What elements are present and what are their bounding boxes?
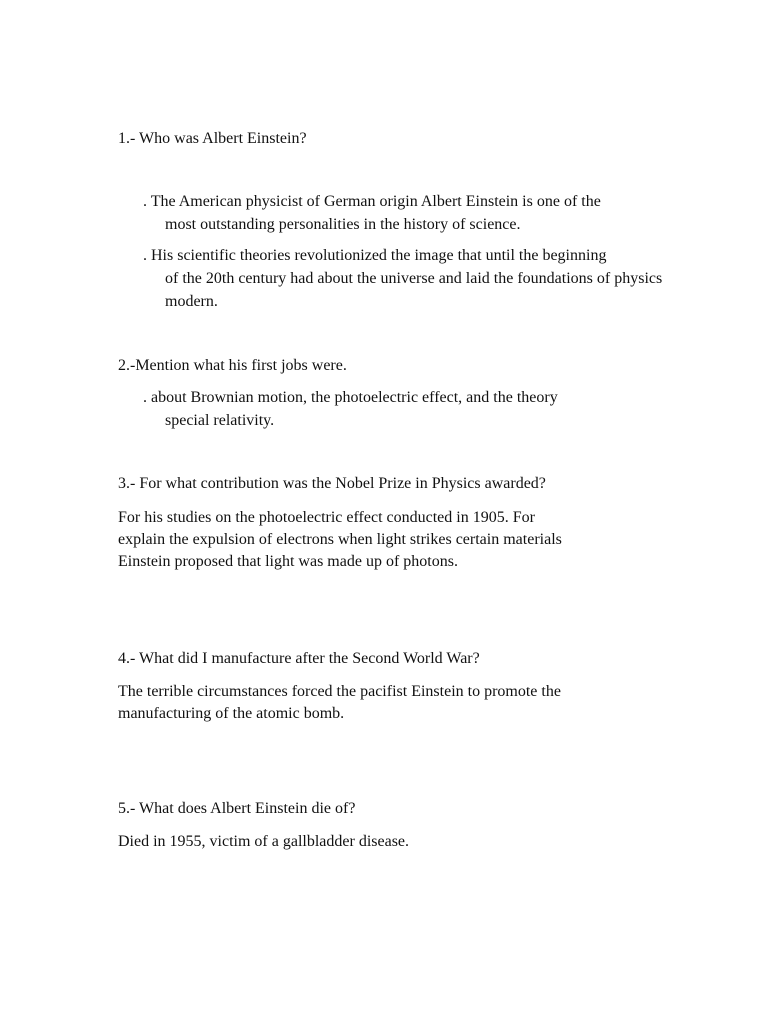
answer-4-line-1: The terrible circumstances forced the pacifist Einstein to promote the <box>118 683 561 700</box>
question-4: 4.- What did I manufacture after the Second World War? <box>118 650 480 667</box>
question-1: 1.- Who was Albert Einstein? <box>118 130 307 147</box>
answer-4-line-2: manufacturing of the atomic bomb. <box>118 705 345 722</box>
question-2: 2.-Mention what his first jobs were. <box>118 357 347 374</box>
question-3: 3.- For what contribution was the Nobel Prize in Physics awarded? <box>118 475 546 492</box>
answer-1-line-3: . His scientific theories revolutionized the image that until the beginning <box>143 247 607 264</box>
answer-3-line-1: For his studies on the photoelectric effect conducted in 1905. For <box>118 509 535 526</box>
answer-5-line-1: Died in 1955, victim of a gallbladder disease. <box>118 833 410 850</box>
answer-3-line-3: Einstein proposed that light was made up of photons. <box>118 553 458 570</box>
answer-2-line-1: . about Brownian motion, the photoelectric effect, and the theory <box>143 389 558 406</box>
answer-3-line-2: explain the expulsion of electrons when light strikes certain materials <box>118 531 562 548</box>
question-5: 5.- What does Albert Einstein die of? <box>118 800 356 817</box>
answer-1-line-1: . The American physicist of German origin Albert Einstein is one of the <box>143 193 601 210</box>
answer-2-line-2: special relativity. <box>165 412 275 429</box>
answer-1-line-2: most outstanding personalities in the history of science. <box>165 216 521 233</box>
answer-1-line-4: of the 20th century had about the universe and laid the foundations of physics <box>165 270 663 287</box>
answer-1-line-5: modern. <box>165 293 218 310</box>
